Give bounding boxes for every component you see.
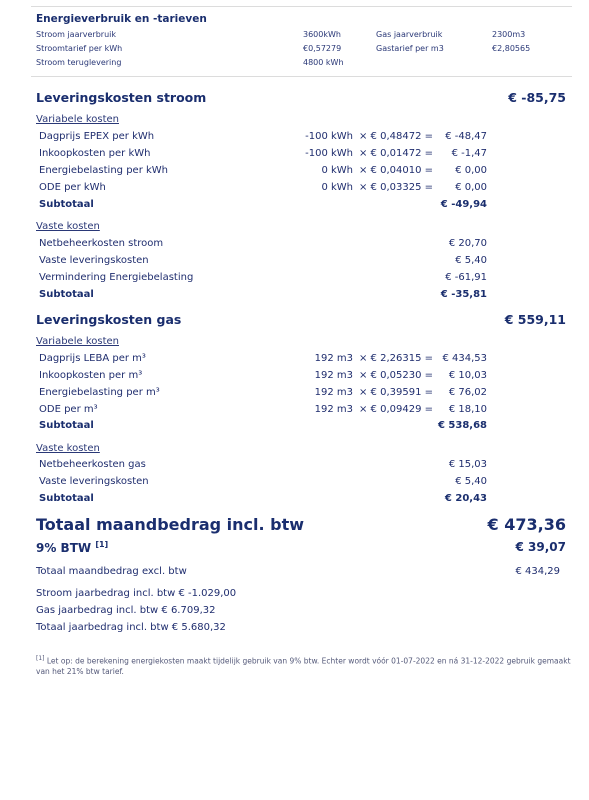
cost-label: Netbeheerkosten gas — [39, 459, 146, 470]
cost-qty: 0 kWh — [321, 165, 353, 176]
cost-label: Dagprijs LEBA per m³ — [39, 353, 146, 364]
total-excl-label: Totaal maandbedrag excl. btw — [36, 566, 187, 577]
subtotal-amount: € 538,68 — [437, 420, 487, 431]
info-label: Stroomtarief per kWh — [36, 44, 123, 53]
info-label: Stroom jaarverbruik — [36, 30, 117, 39]
cost-label: ODE per m³ — [39, 404, 98, 415]
cost-amount: € 18,10 — [448, 404, 487, 415]
cost-rate: × € 0,48472 = — [359, 131, 434, 142]
cost-amount: € 0,00 — [455, 165, 487, 176]
subtotal-amount: € -49,94 — [440, 199, 487, 210]
info-label: Gastarief per m3 — [376, 44, 444, 53]
cost-amount: € 20,70 — [448, 238, 487, 249]
cost-label: Vermindering Energiebelasting — [39, 272, 194, 283]
section-title-stroom: Leveringskosten stroom — [36, 90, 207, 105]
section-total-stroom: € -85,75 — [508, 90, 566, 105]
footnote — [36, 654, 576, 677]
cost-amount: € 10,03 — [448, 370, 487, 381]
info-value: €0,57279 — [303, 44, 342, 53]
section-title-gas: Leveringskosten gas — [36, 312, 182, 327]
total-excl-value: € 434,29 — [515, 566, 560, 577]
group-title: Variabele kosten — [36, 336, 119, 347]
subtotal-amount: € -35,81 — [440, 289, 487, 300]
info-value: 2300m3 — [492, 30, 526, 39]
yearly-gas: Gas jaarbedrag incl. btw € 6.709,32 — [36, 605, 216, 616]
cost-amount: € -1,47 — [451, 148, 487, 159]
top-divider — [31, 6, 572, 7]
total-incl-label: Totaal maandbedrag incl. btw — [36, 515, 305, 534]
info-label: Stroom teruglevering — [36, 58, 122, 67]
subtotal-label: Subtotaal — [39, 289, 94, 300]
cost-qty: 192 m3 — [314, 353, 353, 364]
btw-value: € 39,07 — [515, 540, 566, 554]
cost-label: Energiebelasting per kWh — [39, 165, 169, 176]
cost-qty: 0 kWh — [321, 182, 353, 193]
info-value: €2,80565 — [492, 44, 531, 53]
btw-footnote-marker: [1] — [95, 540, 109, 549]
cost-label: Energiebelasting per m³ — [39, 387, 160, 398]
cost-qty: -100 kWh — [305, 148, 353, 159]
cost-rate: × € 0,01472 = — [359, 148, 434, 159]
cost-label: Inkoopkosten per m³ — [39, 370, 143, 381]
yearly-total: Totaal jaarbedrag incl. btw € 5.680,32 — [36, 622, 226, 633]
subtotal-amount: € 20,43 — [444, 493, 487, 504]
cost-amount: € 76,02 — [448, 387, 487, 398]
cost-label: Vaste leveringskosten — [39, 255, 149, 266]
cost-qty: 192 m3 — [314, 404, 353, 415]
cost-rate: × € 0,05230 = — [359, 370, 434, 381]
subtotal-label: Subtotaal — [39, 493, 94, 504]
info-value: 3600kWh — [303, 30, 341, 39]
info-label: Gas jaarverbruik — [376, 30, 443, 39]
yearly-stroom: Stroom jaarbedrag incl. btw € -1.029,00 — [36, 588, 237, 599]
cost-amount: € -61,91 — [445, 272, 487, 283]
cost-label: Inkoopkosten per kWh — [39, 148, 151, 159]
cost-amount: € -48,47 — [445, 131, 487, 142]
total-incl-value: € 473,36 — [487, 515, 566, 534]
cost-label: ODE per kWh — [39, 182, 106, 193]
subtotal-label: Subtotaal — [39, 420, 94, 431]
cost-label: Dagprijs EPEX per kWh — [39, 131, 155, 142]
cost-label: Vaste leveringskosten — [39, 476, 149, 487]
cost-qty: -100 kWh — [305, 131, 353, 142]
info-value: 4800 kWh — [303, 58, 344, 67]
cost-rate: × € 2,26315 = — [359, 353, 434, 364]
section-total-gas: € 559,11 — [504, 312, 566, 327]
group-title: Vaste kosten — [36, 221, 100, 232]
footnote-text: Let op: de berekening energiekosten maakt tijdelijk gebruik van 9% btw. Echter wordt vóór 01-07-2022 en ná 31-12-2022 gebruik gemaakt van het 21% btw tarief. — [36, 656, 571, 676]
group-title: Variabele kosten — [36, 114, 119, 125]
cost-rate: × € 0,09429 = — [359, 404, 434, 415]
group-title: Vaste kosten — [36, 443, 100, 454]
footnote-marker: [1] — [36, 655, 45, 662]
btw-label: 9% BTW [1] — [36, 540, 109, 555]
cost-amount: € 0,00 — [455, 182, 487, 193]
cost-amount: € 434,53 — [442, 353, 487, 364]
cost-amount: € 5,40 — [455, 255, 487, 266]
cost-qty: 192 m3 — [314, 387, 353, 398]
cost-rate: × € 0,04010 = — [359, 165, 434, 176]
cost-amount: € 5,40 — [455, 476, 487, 487]
cost-rate: × € 0,39591 = — [359, 387, 434, 398]
cost-amount: € 15,03 — [448, 459, 487, 470]
info-divider — [31, 76, 572, 77]
cost-rate: × € 0,03325 = — [359, 182, 434, 193]
cost-label: Netbeheerkosten stroom — [39, 238, 164, 249]
info-title: Energieverbruik en -tarieven — [36, 13, 207, 25]
cost-qty: 192 m3 — [314, 370, 353, 381]
subtotal-label: Subtotaal — [39, 199, 94, 210]
